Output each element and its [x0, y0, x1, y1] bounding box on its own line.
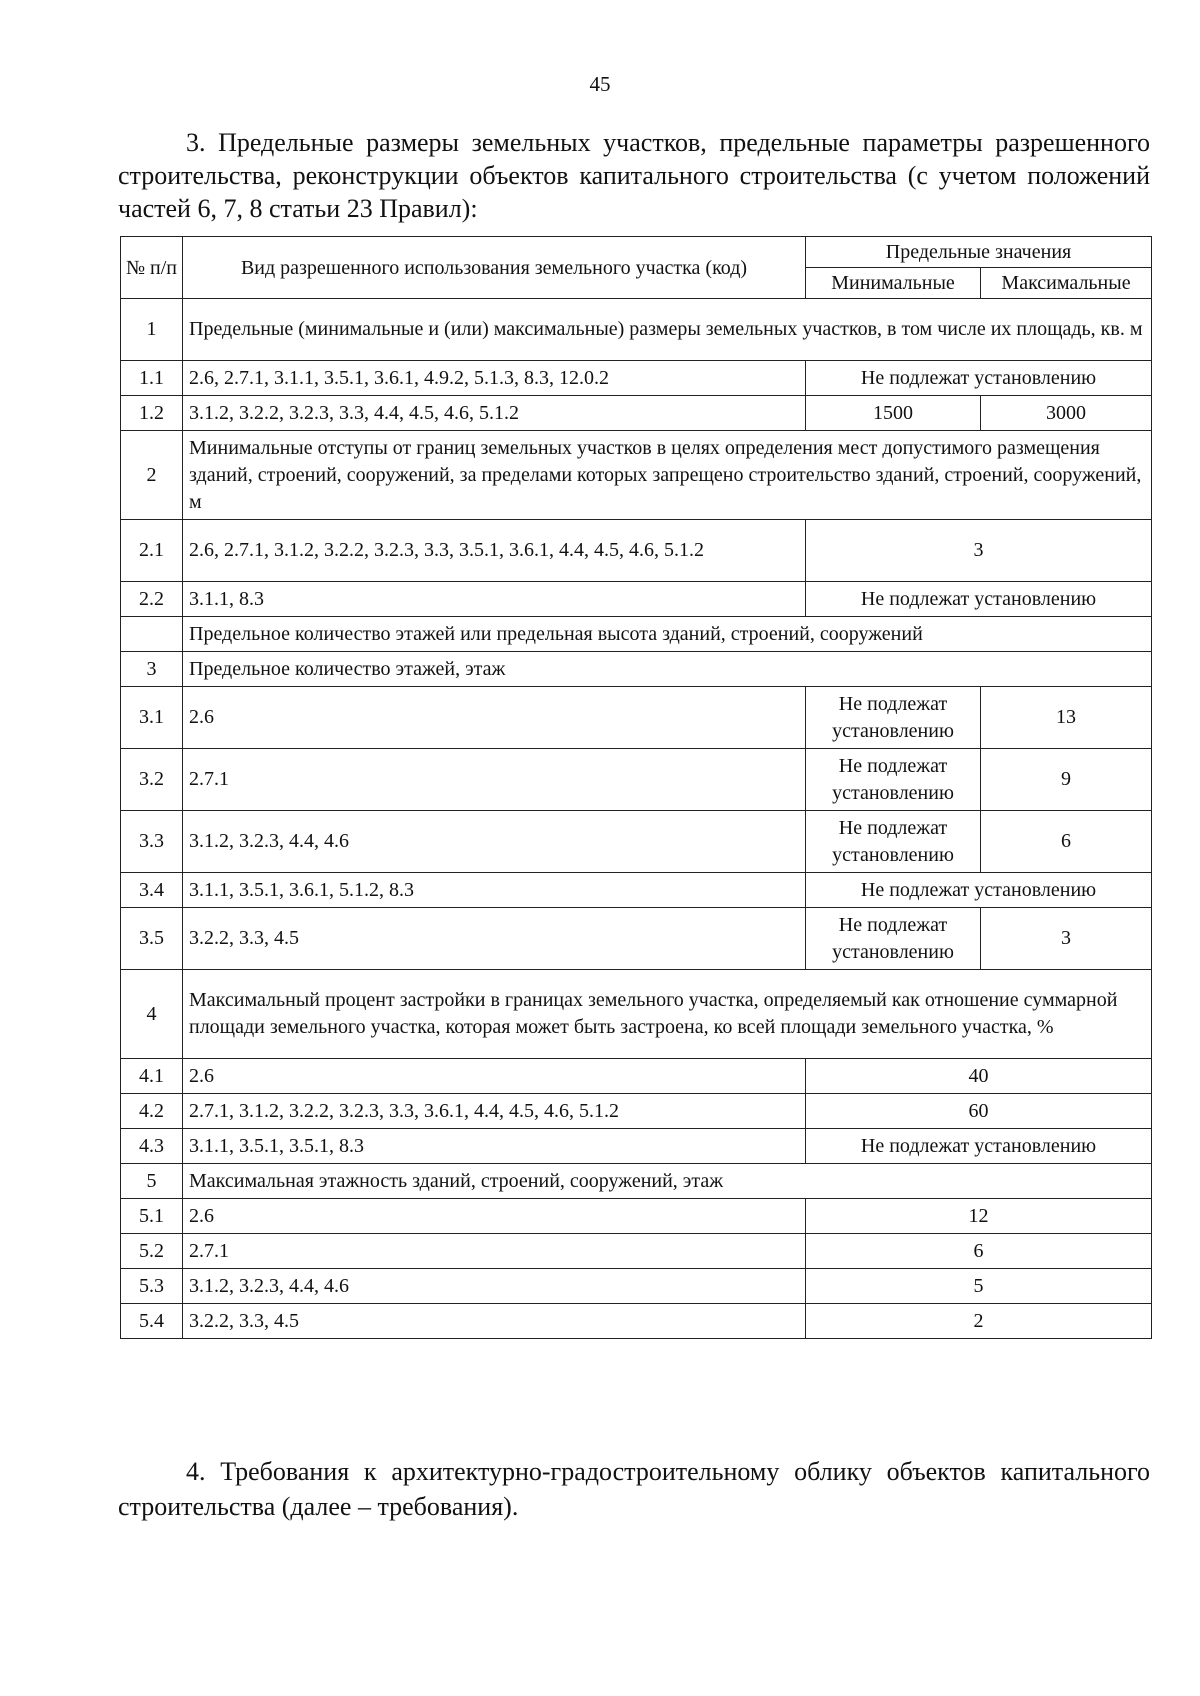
section-title: Предельное количество этажей, этаж — [183, 652, 1152, 687]
use-codes: 2.7.1 — [183, 749, 806, 811]
row-num: 5.1 — [121, 1199, 183, 1234]
row-num: 4 — [121, 970, 183, 1059]
table-row — [121, 908, 1152, 970]
section-title: Предельное количество этажей или предельная высота зданий, строений, сооружений — [183, 617, 1152, 652]
limit-value: 60 — [806, 1094, 1152, 1129]
section-4-paragraph — [118, 1454, 1150, 1524]
use-codes: 3.1.1, 3.5.1, 3.5.1, 8.3 — [183, 1129, 806, 1164]
limit-value: Не подлежат установлению — [806, 1129, 1152, 1164]
limits-table — [120, 236, 1152, 1339]
limit-value: 40 — [806, 1059, 1152, 1094]
table-row — [121, 970, 1152, 1059]
row-num: 4.2 — [121, 1094, 183, 1129]
limit-value: Не подлежат установлению — [806, 873, 1152, 908]
table-row — [121, 520, 1152, 582]
use-codes: 3.1.1, 3.5.1, 3.6.1, 5.1.2, 8.3 — [183, 873, 806, 908]
limit-value: 3 — [806, 520, 1152, 582]
max-value: 6 — [981, 811, 1152, 873]
use-codes: 2.6 — [183, 1199, 806, 1234]
intro-text: 3. Предельные размеры земельных участков, предельные параметры разрешенного строительства, реконструкции объектов капитального строительства (с учетом положений частей 6, 7, 8 статьи 23 Правил): — [118, 128, 1150, 223]
table-row — [121, 873, 1152, 908]
table-row — [121, 749, 1152, 811]
limit-value: 12 — [806, 1199, 1152, 1234]
row-num: 3.3 — [121, 811, 183, 873]
closing-text: 4. Требования к архитектурно-градостроительному облику объектов капитального строительства (далее – требования). — [118, 1457, 1150, 1521]
table-row — [121, 1164, 1152, 1199]
table-row — [121, 1199, 1152, 1234]
use-codes: 3.1.1, 8.3 — [183, 582, 806, 617]
row-num: 3.4 — [121, 873, 183, 908]
section-3-intro — [118, 126, 1150, 225]
header-max: Максимальные — [981, 268, 1152, 299]
row-num: 4.3 — [121, 1129, 183, 1164]
row-num: 3.5 — [121, 908, 183, 970]
min-value: Не подлежат установлению — [806, 687, 981, 749]
use-codes: 3.2.2, 3.3, 4.5 — [183, 1304, 806, 1339]
use-codes: 2.7.1, 3.1.2, 3.2.2, 3.2.3, 3.3, 3.6.1, 4.4, 4.5, 4.6, 5.1.2 — [183, 1094, 806, 1129]
section-title: Максимальная этажность зданий, строений, сооружений, этаж — [183, 1164, 1152, 1199]
section-title: Минимальные отступы от границ земельных участков в целях определения мест допустимого размещения зданий, строений, сооружений, за пределами которых запрещено строительство зданий, строений, сооружений, м — [183, 431, 1152, 520]
header-use: Вид разрешенного использования земельного участка (код) — [183, 237, 806, 299]
row-num: 1.2 — [121, 396, 183, 431]
row-num: 3 — [121, 652, 183, 687]
use-codes: 3.2.2, 3.3, 4.5 — [183, 908, 806, 970]
table-row — [121, 299, 1152, 361]
use-codes: 3.1.2, 3.2.2, 3.2.3, 3.3, 4.4, 4.5, 4.6, 5.1.2 — [183, 396, 806, 431]
table-row — [121, 652, 1152, 687]
min-value: 1500 — [806, 396, 981, 431]
use-codes: 2.6 — [183, 1059, 806, 1094]
table-row — [121, 582, 1152, 617]
use-codes: 2.7.1 — [183, 1234, 806, 1269]
row-num: 5 — [121, 1164, 183, 1199]
min-value: Не подлежат установлению — [806, 908, 981, 970]
limit-value: Не подлежат установлению — [806, 361, 1152, 396]
use-codes: 3.1.2, 3.2.3, 4.4, 4.6 — [183, 1269, 806, 1304]
section-title: Максимальный процент застройки в границах земельного участка, определяемый как отношение суммарной площади земельного участка, которая может быть застроена, ко всей площади земельного участка, % — [183, 970, 1152, 1059]
table-row — [121, 431, 1152, 520]
row-num: 1 — [121, 299, 183, 361]
min-value: Не подлежат установлению — [806, 749, 981, 811]
row-num: 5.4 — [121, 1304, 183, 1339]
row-num: 1.1 — [121, 361, 183, 396]
section-title: Предельные (минимальные и (или) максимальные) размеры земельных участков, в том числе их площадь, кв. м — [183, 299, 1152, 361]
max-value: 9 — [981, 749, 1152, 811]
row-num: 5.2 — [121, 1234, 183, 1269]
row-num: 3.1 — [121, 687, 183, 749]
table-row — [121, 617, 1152, 652]
use-codes: 2.6, 2.7.1, 3.1.2, 3.2.2, 3.2.3, 3.3, 3.5.1, 3.6.1, 4.4, 4.5, 4.6, 5.1.2 — [183, 520, 806, 582]
header-limits: Предельные значения — [806, 237, 1152, 268]
row-num: 2 — [121, 431, 183, 520]
row-num: 4.1 — [121, 1059, 183, 1094]
use-codes: 3.1.2, 3.2.3, 4.4, 4.6 — [183, 811, 806, 873]
table-row — [121, 1129, 1152, 1164]
max-value: 3000 — [981, 396, 1152, 431]
row-num: 3.2 — [121, 749, 183, 811]
use-codes: 2.6, 2.7.1, 3.1.1, 3.5.1, 3.6.1, 4.9.2, 5.1.3, 8.3, 12.0.2 — [183, 361, 806, 396]
table-row — [121, 1094, 1152, 1129]
page-number: 45 — [589, 72, 611, 96]
table-row — [121, 1059, 1152, 1094]
header-num: № п/п — [121, 237, 183, 299]
row-num — [121, 617, 183, 652]
row-num: 2.1 — [121, 520, 183, 582]
use-codes: 2.6 — [183, 687, 806, 749]
limit-value: 6 — [806, 1234, 1152, 1269]
row-num: 5.3 — [121, 1269, 183, 1304]
limit-value: Не подлежат установлению — [806, 582, 1152, 617]
table-row — [121, 687, 1152, 749]
header-min: Минимальные — [806, 268, 981, 299]
row-num: 2.2 — [121, 582, 183, 617]
limit-value: 5 — [806, 1269, 1152, 1304]
min-value: Не подлежат установлению — [806, 811, 981, 873]
max-value: 3 — [981, 908, 1152, 970]
table-row — [121, 1269, 1152, 1304]
table-row — [121, 811, 1152, 873]
limit-value: 2 — [806, 1304, 1152, 1339]
table-row — [121, 1304, 1152, 1339]
table-row — [121, 396, 1152, 431]
max-value: 13 — [981, 687, 1152, 749]
table-row — [121, 361, 1152, 396]
table-row — [121, 1234, 1152, 1269]
